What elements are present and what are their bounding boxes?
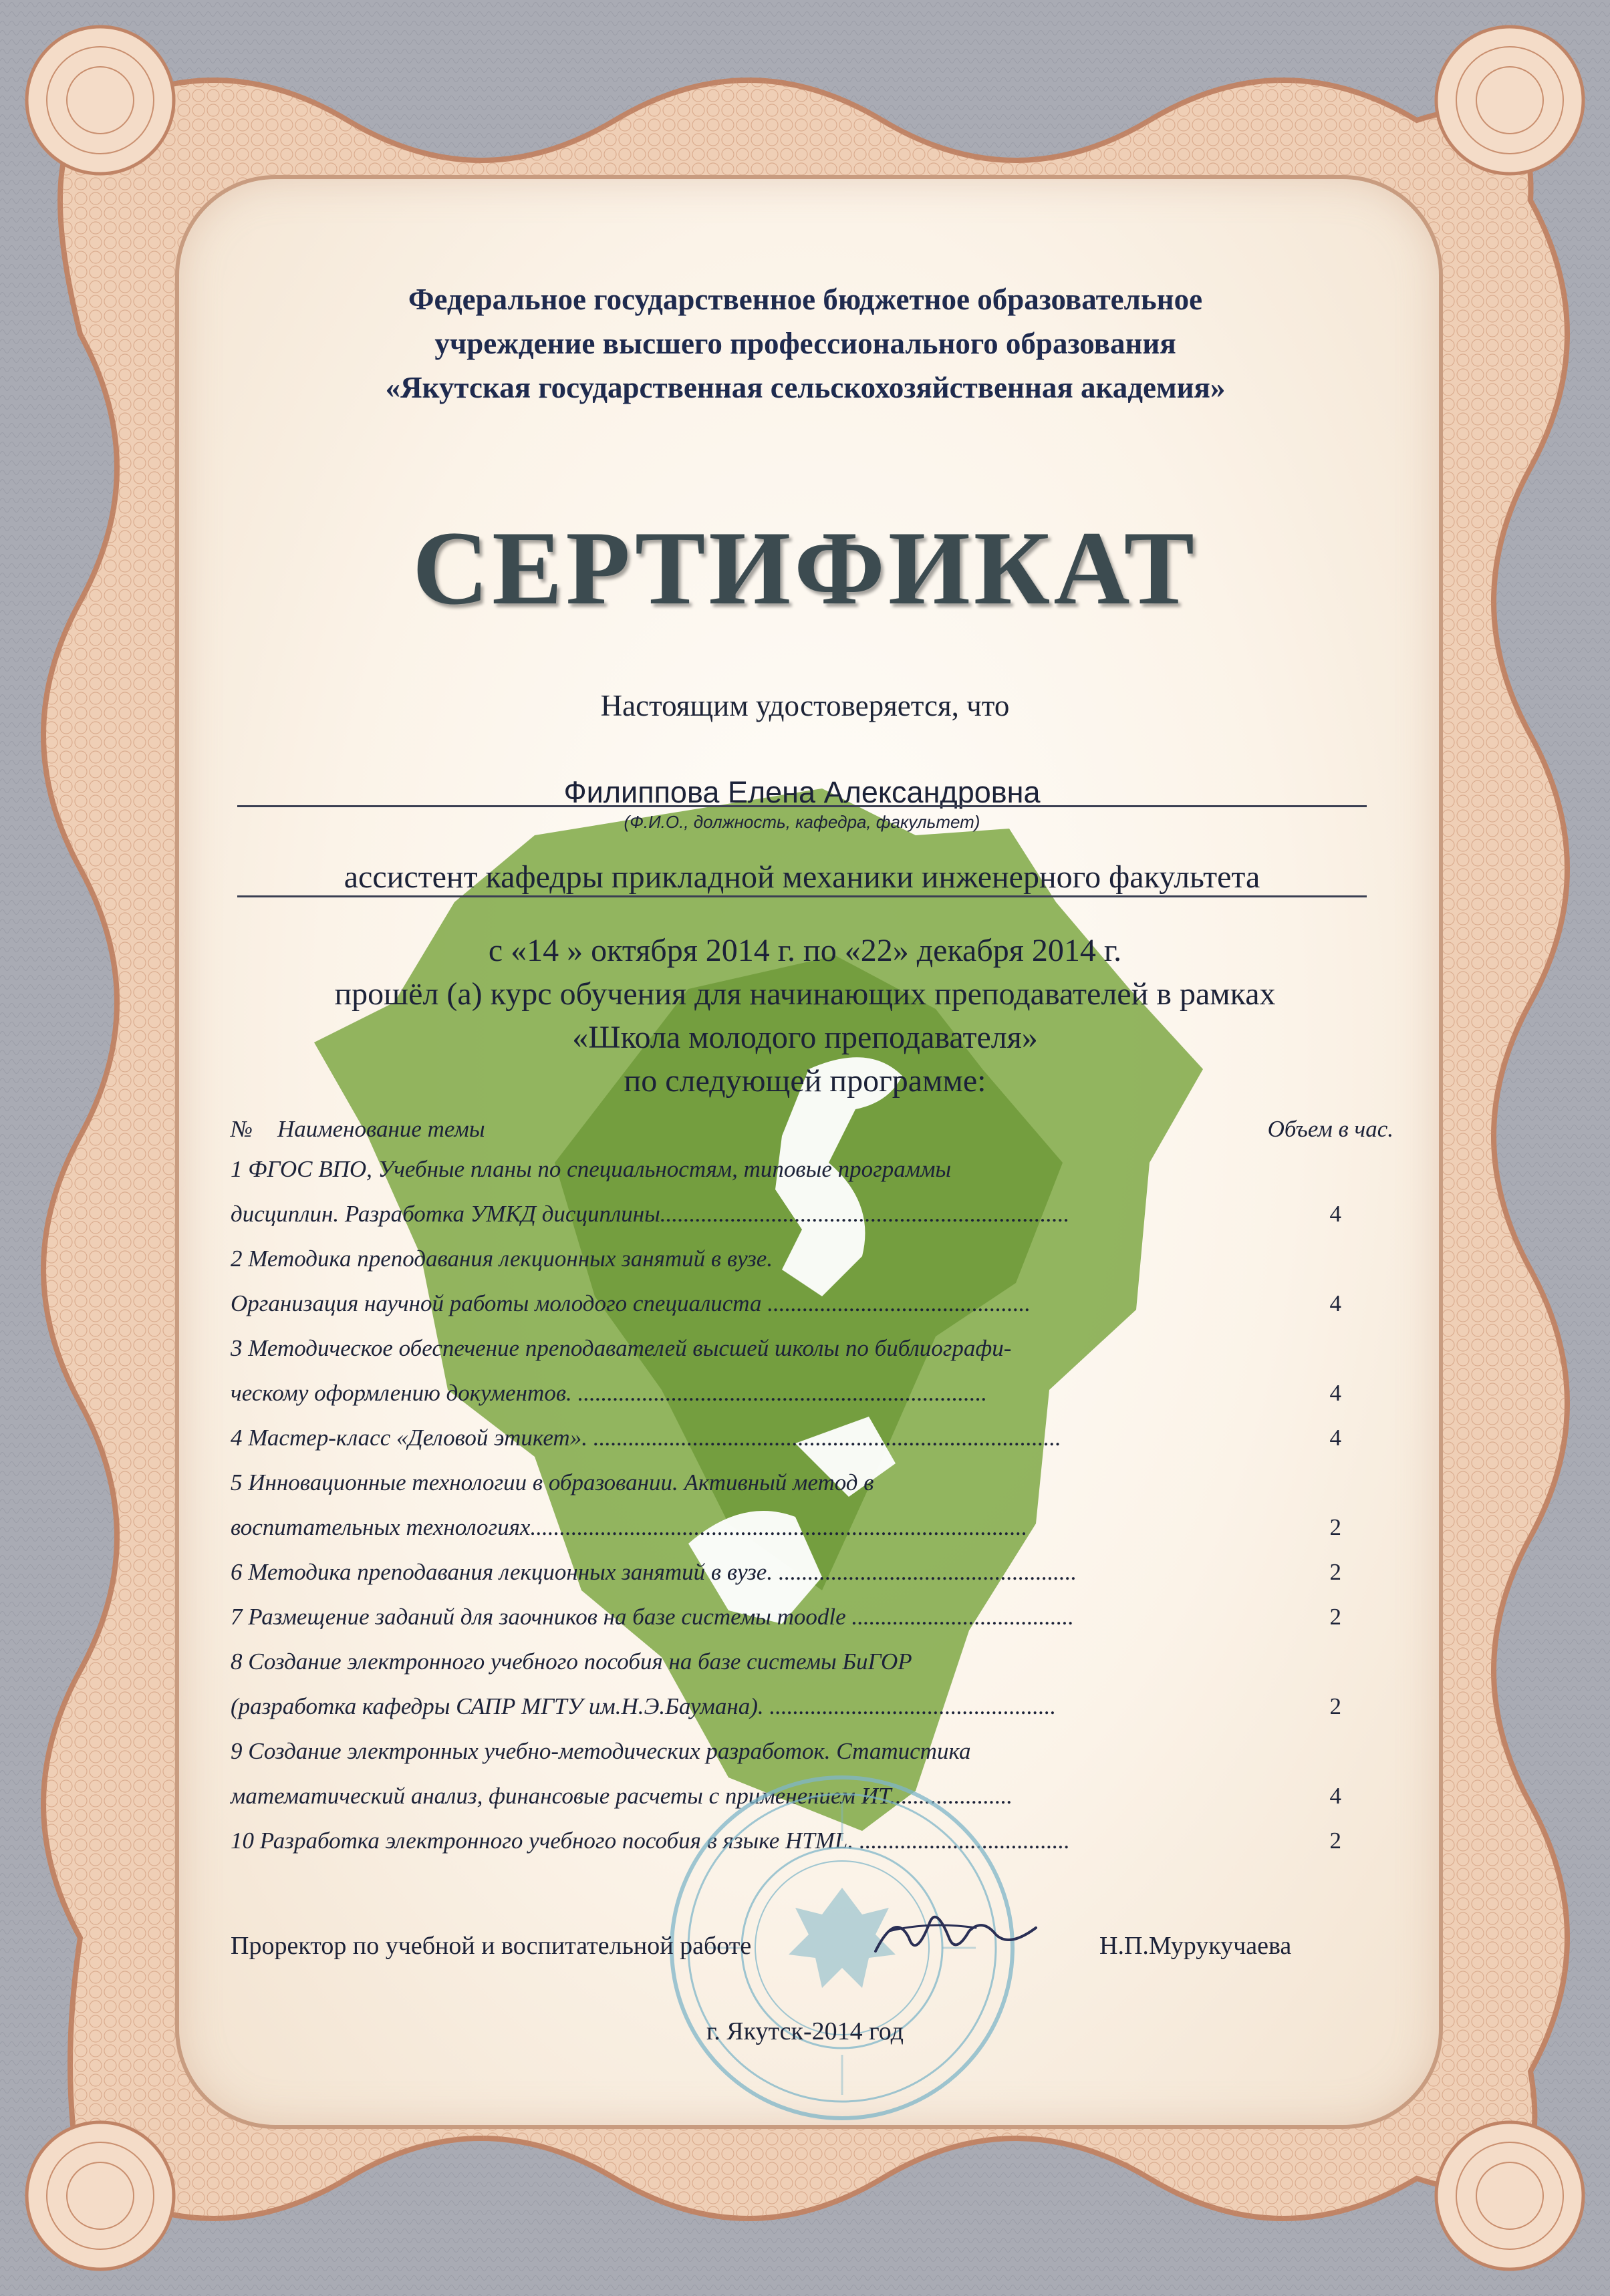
table-row-line xyxy=(231,1648,1393,1693)
handwritten-signature xyxy=(869,1898,1043,1971)
header-line-1: Федеральное государственное бюджетное образовательное xyxy=(408,283,1203,316)
course-dates: с «14 » октября 2014 г. по «22» декабря 2014 г. xyxy=(488,933,1122,968)
program-table xyxy=(231,1116,1393,1872)
certify-text: Настоящим удостоверяется, что xyxy=(600,689,1010,722)
table-row xyxy=(231,1425,1393,1469)
table-row-line xyxy=(231,1425,1393,1469)
course-line-2: «Школа молодого преподавателя» xyxy=(572,1020,1038,1055)
signer-name: Н.П.Мурукучаева xyxy=(1099,1932,1292,1960)
table-row xyxy=(231,1246,1393,1335)
course-line-3: по следующей программе: xyxy=(624,1063,986,1099)
topic-text: 7 Размещение заданий для заочников на базе системы moodle ...................................... xyxy=(231,1604,1074,1630)
topic-text: 5 Инновационные технологии в образовании. Активный метод в xyxy=(231,1469,874,1495)
topic-text: Организация научной работы молодого специалиста ............................................. xyxy=(231,1290,1031,1316)
topic-text: дисциплин. Разработка УМКД дисциплины...................................................................... xyxy=(231,1201,1070,1227)
signer-role: Проректор по учебной и воспитательной работе xyxy=(231,1932,752,1960)
table-row-line xyxy=(231,1201,1393,1246)
hours-value: 4 xyxy=(1329,1290,1341,1316)
topic-text: 10 Разработка электронного учебного пособия в языке HTML. .................................... xyxy=(231,1828,1070,1854)
table-header xyxy=(231,1116,1393,1156)
table-row xyxy=(231,1469,1393,1559)
table-row-line xyxy=(231,1604,1393,1648)
table-row-line xyxy=(231,1559,1393,1604)
hours-value: 2 xyxy=(1329,1559,1341,1585)
topic-text: 8 Создание электронного учебного пособия на базе системы БиГОР xyxy=(231,1648,912,1675)
hours-value: 2 xyxy=(1329,1828,1341,1854)
position-underline xyxy=(237,895,1367,897)
table-row-line xyxy=(231,1156,1393,1201)
course-line-1: прошёл (а) курс обучения для начинающих преподавателей в рамках xyxy=(334,976,1276,1012)
topic-text: 9 Создание электронных учебно-методических разработок. Статистика xyxy=(231,1738,971,1764)
recipient-name: Филиппова Елена Александровна xyxy=(563,775,1041,809)
column-topic: Наименование темы xyxy=(277,1116,485,1142)
table-row-line xyxy=(231,1335,1393,1380)
footer-city-year: г. Якутск-2014 год xyxy=(706,2017,904,2045)
topic-text: воспитательных технологиях..................................................................................... xyxy=(231,1514,1028,1540)
hours-value: 4 xyxy=(1329,1425,1341,1451)
certificate-title: СЕРТИФИКАТ xyxy=(412,510,1198,627)
table-row-line xyxy=(231,1693,1393,1738)
topic-text: 2 Методика преподавания лекционных занятий в вузе. xyxy=(231,1246,773,1272)
table-row xyxy=(231,1335,1393,1425)
hours-value: 4 xyxy=(1329,1380,1341,1406)
table-row-line xyxy=(231,1380,1393,1425)
header-line-2: учреждение высшего профессионального образования xyxy=(434,327,1176,360)
table-body xyxy=(231,1156,1393,1872)
topic-text: 3 Методическое обеспечение преподавателей высшей школы по библиографи- xyxy=(231,1335,1012,1361)
header-line-3: «Якутская государственная сельскохозяйственная академия» xyxy=(385,371,1226,404)
table-row xyxy=(231,1559,1393,1604)
table-row xyxy=(231,1156,1393,1246)
table-row-line xyxy=(231,1469,1393,1514)
topic-text: 6 Методика преподавания лекционных занятий в вузе. ................................................... xyxy=(231,1559,1077,1585)
table-row-line xyxy=(231,1246,1393,1290)
table-row-line xyxy=(231,1514,1393,1559)
topic-text: 1 ФГОС ВПО, Учебные планы по специальностям, типовые программы xyxy=(231,1156,952,1182)
column-hours: Объем в час. xyxy=(1267,1116,1393,1142)
name-underline xyxy=(237,805,1367,807)
table-row-line xyxy=(231,1290,1393,1335)
hours-value: 4 xyxy=(1329,1783,1341,1809)
hours-value: 2 xyxy=(1329,1604,1341,1630)
topic-text: математический анализ, финансовые расчеты с применением ИТ..................... xyxy=(231,1783,1013,1809)
hours-value: 2 xyxy=(1329,1514,1341,1540)
topic-text: ческому оформлению документов. ...................................................................... xyxy=(231,1380,988,1406)
name-caption: (Ф.И.О., должность, кафедра, факультет) xyxy=(624,812,980,832)
table-row xyxy=(231,1604,1393,1648)
topic-text: (разработка кафедры САПР МГТУ им.Н.Э.Баумана). ................................................. xyxy=(231,1693,1057,1719)
hours-value: 2 xyxy=(1329,1693,1341,1719)
institution-header xyxy=(254,277,1357,410)
table-row xyxy=(231,1648,1393,1738)
topic-text: 4 Мастер-класс «Деловой этикет». ................................................................................ xyxy=(231,1425,1061,1451)
column-number: № xyxy=(231,1116,253,1142)
hours-value: 4 xyxy=(1329,1201,1341,1227)
recipient-position: ассистент кафедры прикладной механики инженерного факультета xyxy=(344,859,1260,895)
